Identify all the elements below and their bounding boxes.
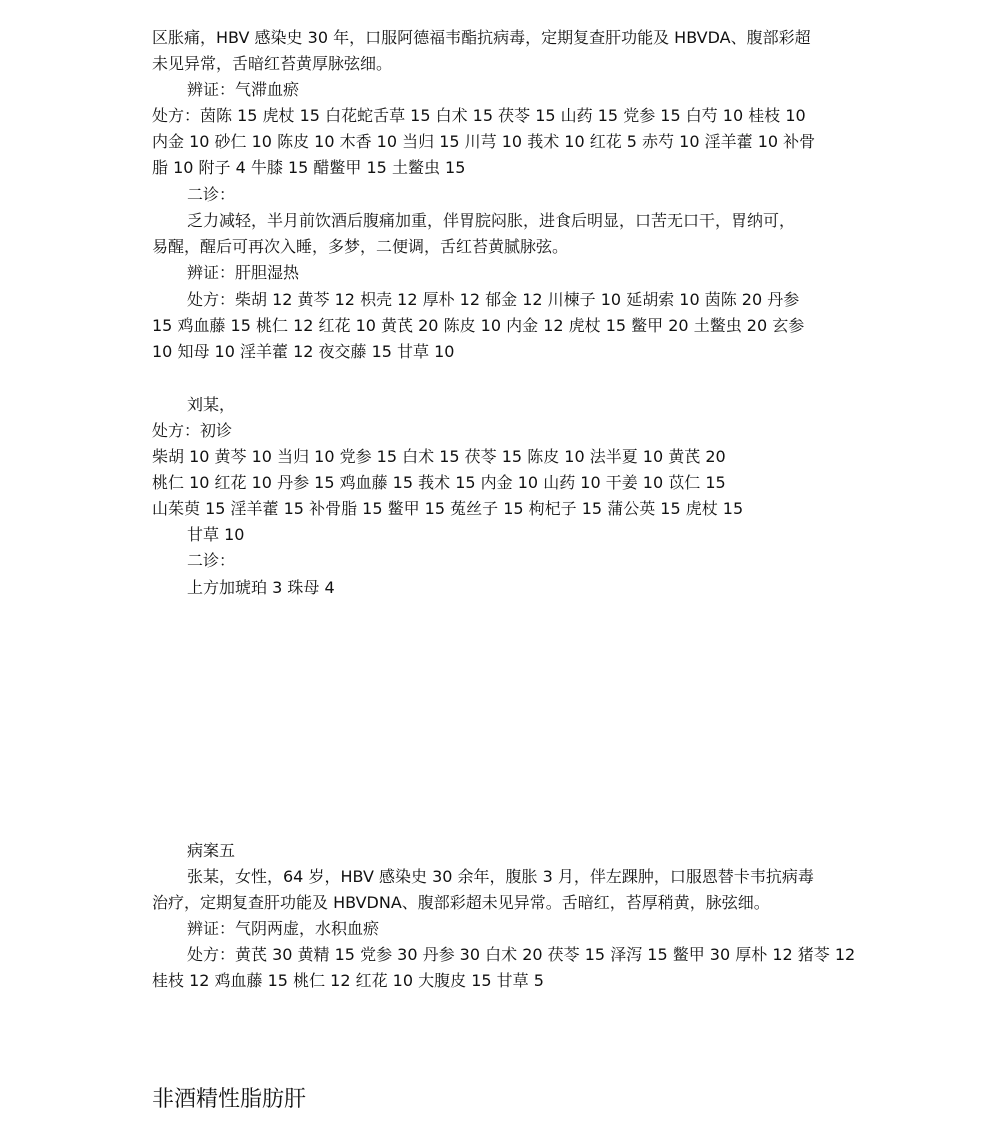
text-line: 张某，女性，64 岁，HBV 感染史 30 余年，腹胀 3 月，伴左踝肿，口服恩替卡韦抗病毒 [187,867,814,886]
text-line: 桂枝 12 鸡血藤 15 桃仁 12 红花 10 大腹皮 15 甘草 5 [152,971,544,990]
text-line: 柴胡 10 黄芩 10 当归 10 党参 15 白术 15 茯苓 15 陈皮 10 法半夏 10 黄芪 20 [152,447,726,466]
text-line: 脂 10 附子 4 牛膝 15 醋鳖甲 15 土鳖虫 15 [152,158,466,177]
text-line: 治疗，定期复查肝功能及 HBVDNA、腹部彩超未见异常。舌暗红，苔厚稍黄，脉弦细。 [152,893,770,912]
text-line: 处方：茵陈 15 虎杖 15 白花蛇舌草 15 白术 15 茯苓 15 山药 15 党参 15 白芍 10 桂枝 10 [152,106,806,125]
text-line: 辨证：肝胆湿热 [187,263,300,282]
text-line: 山茱萸 15 淫羊藿 15 补骨脂 15 鳖甲 15 菟丝子 15 枸杞子 15 蒲公英 15 虎杖 15 [152,499,744,518]
text-line: 桃仁 10 红花 10 丹参 15 鸡血藤 15 莪术 15 内金 10 山药 10 干姜 10 苡仁 15 [152,473,726,492]
text-line: 内金 10 砂仁 10 陈皮 10 木香 10 当归 15 川芎 10 莪术 10 红花 5 赤芍 10 淫羊藿 10 补骨 [152,132,816,151]
text-line: 易醒，醒后可再次入睡，多梦，二便调，舌红苔黄腻脉弦。 [152,237,569,256]
text-line: 病案五 [187,841,236,860]
text-line: 乏力减轻，半月前饮酒后腹痛加重，伴胃脘闷胀，进食后明显，口苦无口干，胃纳可， [187,211,796,230]
text-line: 刘某， [187,395,236,414]
text-line: 15 鸡血藤 15 桃仁 12 红花 10 黄芪 20 陈皮 10 内金 12 虎杖 15 鳖甲 20 土鳖虫 20 玄参 [152,316,805,335]
text-line: 区胀痛，HBV 感染史 30 年，口服阿德福韦酯抗病毒，定期复查肝功能及 HBVDA、腹部彩超 [152,28,811,47]
text-line: 未见异常，舌暗红苔黄厚脉弦细。 [152,54,393,73]
text-line: 10 知母 10 淫羊藿 12 夜交藤 15 甘草 10 [152,342,455,361]
text-line: 处方：柴胡 12 黄芩 12 枳壳 12 厚朴 12 郁金 12 川楝子 10 延胡索 10 茵陈 20 丹参 [187,290,800,309]
text-line: 处方：初诊 [152,421,233,440]
text-line: 二诊： [187,551,236,570]
text-line: 辨证：气阴两虚，水积血瘀 [187,919,380,938]
text-line: 甘草 10 [187,525,245,544]
section-heading: 非酒精性脂肪肝 [152,1087,307,1112]
text-line: 辨证：气滞血瘀 [187,80,300,99]
text-line: 二诊： [187,185,236,204]
text-line: 上方加琥珀 3 珠母 4 [187,578,335,597]
text-line: 处方：黄芪 30 黄精 15 党参 30 丹参 30 白术 20 茯苓 15 泽泻 15 鳖甲 30 厚朴 12 猪苓 12 [187,945,856,964]
